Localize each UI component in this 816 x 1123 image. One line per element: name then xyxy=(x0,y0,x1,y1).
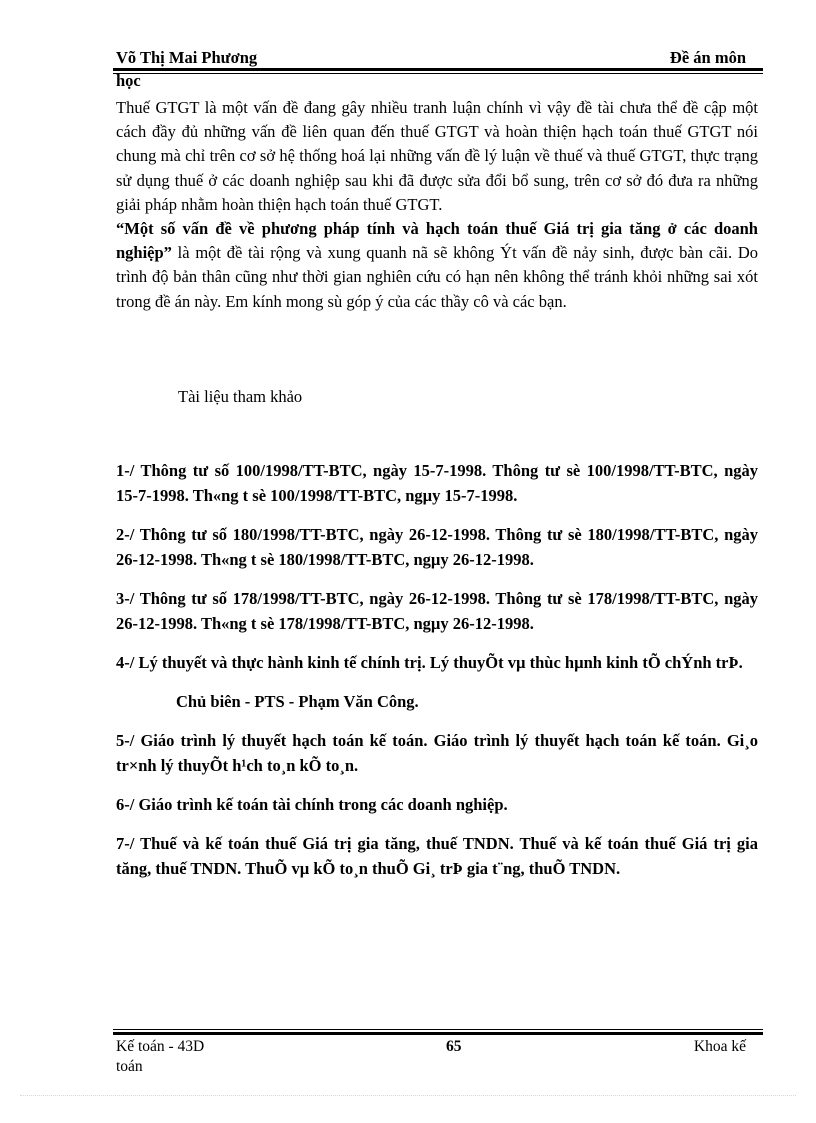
reference-item: 7-/ Thuế và kế toán thuế Giá trị gia tăng, thuế TNDN. Thuế và kế toán thuế Giá trị gia tăng, thuế TNDN. ThuÕ vµ kÕ to¸n thuÕ Gi¸ trÞ gia t¨ng, thuÕ TNDN. xyxy=(116,834,758,878)
header-rule-thick xyxy=(113,68,763,71)
body-text xyxy=(116,96,758,314)
reference-item: 4-/ Lý thuyết và thực hành kinh tế chính trị. Lý thuyÕt vµ thùc hµnh kinh tÕ chÝnh trÞ. xyxy=(116,653,743,672)
reference-item: 6-/ Giáo trình kế toán tài chính trong các doanh nghiệp. xyxy=(116,795,508,814)
paragraph-2-rest: là một đề tài rộng và xung quanh nã sẽ không Ýt vấn đề nảy sinh, được bàn cãi. Do trình độ bản thân cũng như thời gian nghiên cứu có hạn nên không thể tránh khỏi những sai xót trong đề án này. Em kính mong sù góp ý của các thầy cô và các bạn. xyxy=(116,243,758,311)
page-bottom-border xyxy=(20,1095,796,1096)
footer-class: Kế toán - 43D xyxy=(116,1038,205,1055)
page-number: 65 xyxy=(446,1038,462,1055)
reference-item: 1-/ Thông tư số 100/1998/TT-BTC, ngày 15-7-1998. Thông tư sè 100/1998/TT-BTC, ngày 15-7-1998. Th«ng t sè 100/1998/TT-BTC, ngµy 15-7-1998. xyxy=(116,461,758,505)
references-heading: Tài liệu tham khảo xyxy=(178,387,303,406)
paragraph-1: Thuế GTGT là một vấn đề đang gây nhiều tranh luận chính vì vậy đề tài chưa thể đề cập một cách đầy đủ những vấn đề liên quan đến thuế GTGT và hoàn thiện hạch toán thuế GTGT nói chung mà chỉ trên cơ sở hệ thống hoá lại những vấn đề lý luận về thuế và thuế GTGT, thực trạng sử dụng thuế ở các doanh nghiệp sau khi đã được sửa đổi bổ sung, trên cơ sở đó đưa ra những giải pháp nhằm hoàn thiện hạch toán thuế GTGT. xyxy=(116,98,758,214)
header-rule-thin xyxy=(113,73,763,74)
header-course-continuation: học xyxy=(116,71,141,90)
reference-item: 3-/ Thông tư số 178/1998/TT-BTC, ngày 26-12-1998. Thông tư sè 178/1998/TT-BTC, ngày 26-12-1998. Th«ng t sè 178/1998/TT-BTC, ngµy 26-12-1998. xyxy=(116,589,758,633)
page-header xyxy=(116,48,746,70)
footer-rule-thick xyxy=(113,1032,763,1035)
references-list xyxy=(116,458,758,895)
footer-rule-thin xyxy=(113,1029,763,1030)
reference-item: 5-/ Giáo trình lý thuyết hạch toán kế toán. Giáo trình lý thuyết hạch toán kế toán. Gi¸o tr×nh lý thuyÕt h¹ch to¸n kÕ to¸n. xyxy=(116,731,758,775)
reference-item: 2-/ Thông tư số 180/1998/TT-BTC, ngày 26-12-1998. Thông tư sè 180/1998/TT-BTC, ngày 26-12-1998. Th«ng t sè 180/1998/TT-BTC, ngµy 26-12-1998. xyxy=(116,525,758,569)
footer-faculty: Khoa kế xyxy=(693,1038,746,1055)
reference-item-editor: Chủ biên - PTS - Phạm Văn Công. xyxy=(176,692,419,711)
header-author: Võ Thị Mai Phương xyxy=(116,48,258,67)
header-course: Đề án môn xyxy=(669,48,746,67)
footer-faculty-continuation: toán xyxy=(116,1058,143,1075)
paragraph-2 xyxy=(116,217,758,314)
paragraph-2-title: “Một số vấn đề về phương pháp tính và hạch toán thuế Giá trị gia tăng ở các doanh nghiệp” xyxy=(116,219,758,263)
